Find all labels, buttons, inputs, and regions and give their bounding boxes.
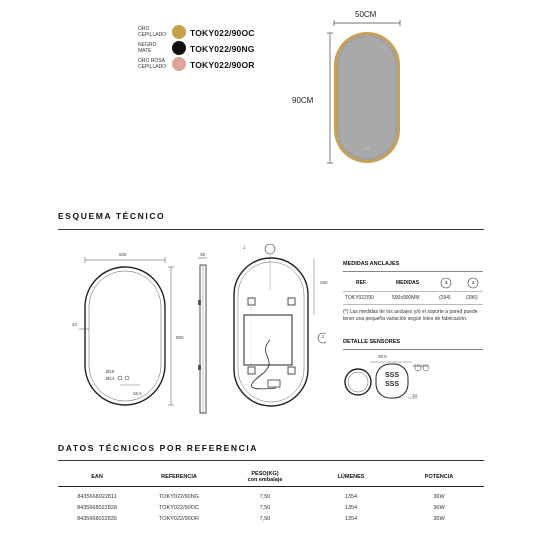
sensores-title: DETALLE SENSORES — [343, 339, 401, 345]
swatch-negro-mate — [172, 41, 186, 55]
finish-code-negro: TOKY022/90NG — [190, 44, 255, 54]
cell-lumenes: 1354 — [344, 515, 358, 522]
cell-referencia: TOKY022/90OC — [159, 504, 199, 511]
side-elevation-drawing — [192, 250, 212, 420]
cell-peso: 7,50 — [259, 504, 271, 511]
back-elevation-drawing — [226, 240, 326, 420]
medidas-header-medidas: MEDIDAS — [396, 280, 420, 286]
cell-referencia: TOKY022/90OR — [159, 515, 199, 522]
medidas-header-c1: 1 — [445, 280, 448, 285]
dim-width: 500 — [119, 252, 127, 257]
cell-potencia: 36W — [433, 515, 445, 522]
product-mirror-image — [318, 18, 418, 168]
callout-1: 1 — [243, 245, 246, 250]
cell-potencia: 36W — [433, 493, 445, 500]
dim-depth: 35 — [200, 252, 206, 257]
medidas-row-c1: (294) — [439, 295, 451, 301]
medidas-note: (*) Las medidas de los anclajes y/o el soporte a pared puede tener una pequeña variación según lotes de fabricación. — [343, 309, 478, 322]
svg-text:≡≡: ≡≡ — [364, 146, 370, 151]
product-width-label: 50CM — [355, 10, 377, 19]
col-lumenes: LÚMENES — [337, 474, 365, 480]
cell-lumenes: 1354 — [344, 493, 358, 500]
svg-text:SSS: SSS — [384, 372, 400, 379]
cell-ean: 8435668022828 — [77, 504, 117, 511]
table-row — [58, 491, 484, 502]
datos-header-row — [58, 468, 484, 487]
svg-text:SSS: SSS — [384, 381, 400, 388]
col-referencia: REFERENCIA — [161, 474, 197, 480]
swatch-oro-cepillado — [172, 25, 186, 39]
datos-table — [58, 468, 484, 524]
sensor-detail-drawing — [340, 352, 485, 412]
medidas-row-medidas: 500x900MM — [392, 295, 420, 301]
medidas-row-divider — [343, 291, 483, 292]
dim-sensor-d1: Ø18 — [106, 369, 115, 374]
sensor-dim-d: 10 — [412, 393, 418, 398]
dim-height: 900 — [176, 335, 184, 340]
cell-potencia: 36W — [433, 504, 445, 511]
col-potencia: POTENCIA — [424, 474, 454, 480]
sensores-divider — [343, 349, 483, 350]
product-height-label: 90CM — [292, 96, 314, 105]
callout-2: 2 — [322, 334, 325, 339]
datos-title: DATOS TÉCNICOS POR REFERENCIA — [58, 443, 259, 453]
sensor-dim-a: 39.5 — [378, 354, 387, 359]
medidas-row-bottom — [343, 304, 483, 305]
swatch-oro-rosa — [172, 57, 186, 71]
finish-label-oro-rosa: ORO ROSA CEPILLADO — [138, 58, 167, 70]
sensor-dim-c: Ø14 — [421, 363, 429, 368]
col-peso: PESO(KG) con embalaje — [247, 471, 283, 483]
dim-sensor-offset: 28.5 — [133, 391, 142, 396]
cell-referencia: TOKY022/90NG — [159, 493, 199, 500]
sensor-dim-b: Ø18 — [413, 363, 421, 368]
datos-divider — [58, 460, 484, 461]
medidas-header-c2: 2 — [472, 280, 475, 285]
medidas-row-c2: (396) — [466, 295, 478, 301]
table-row — [58, 502, 484, 513]
esquema-title: ESQUEMA TÉCNICO — [58, 211, 166, 221]
finish-label-negro: NEGRO MATE — [138, 42, 157, 54]
medidas-title: MEDIDAS ANCLAJES — [343, 261, 400, 267]
dim-sensor-d2: Ø14 — [106, 376, 115, 381]
table-row — [58, 513, 484, 524]
medidas-divider — [343, 271, 483, 272]
esquema-divider — [58, 229, 484, 230]
finish-code-oro-rosa: TOKY022/90OR — [190, 60, 255, 70]
cell-lumenes: 1354 — [344, 504, 358, 511]
cell-peso: 7,50 — [259, 493, 271, 500]
dim-side-left: 20 — [72, 322, 78, 327]
medidas-row-ref: TOKY022/90 — [345, 295, 374, 301]
cell-ean: 8435668022835 — [77, 515, 117, 522]
front-elevation-drawing — [65, 245, 180, 415]
finish-label-oro: ORO CEPILLADO — [138, 26, 167, 38]
col-ean: EAN — [91, 474, 103, 480]
medidas-header-ref: REF. — [356, 280, 367, 286]
cell-peso: 7,50 — [259, 515, 271, 522]
finish-code-oro: TOKY022/90OC — [190, 28, 255, 38]
dim-back-top: 250 — [320, 280, 328, 285]
cell-ean: 8435668022811 — [77, 493, 117, 500]
